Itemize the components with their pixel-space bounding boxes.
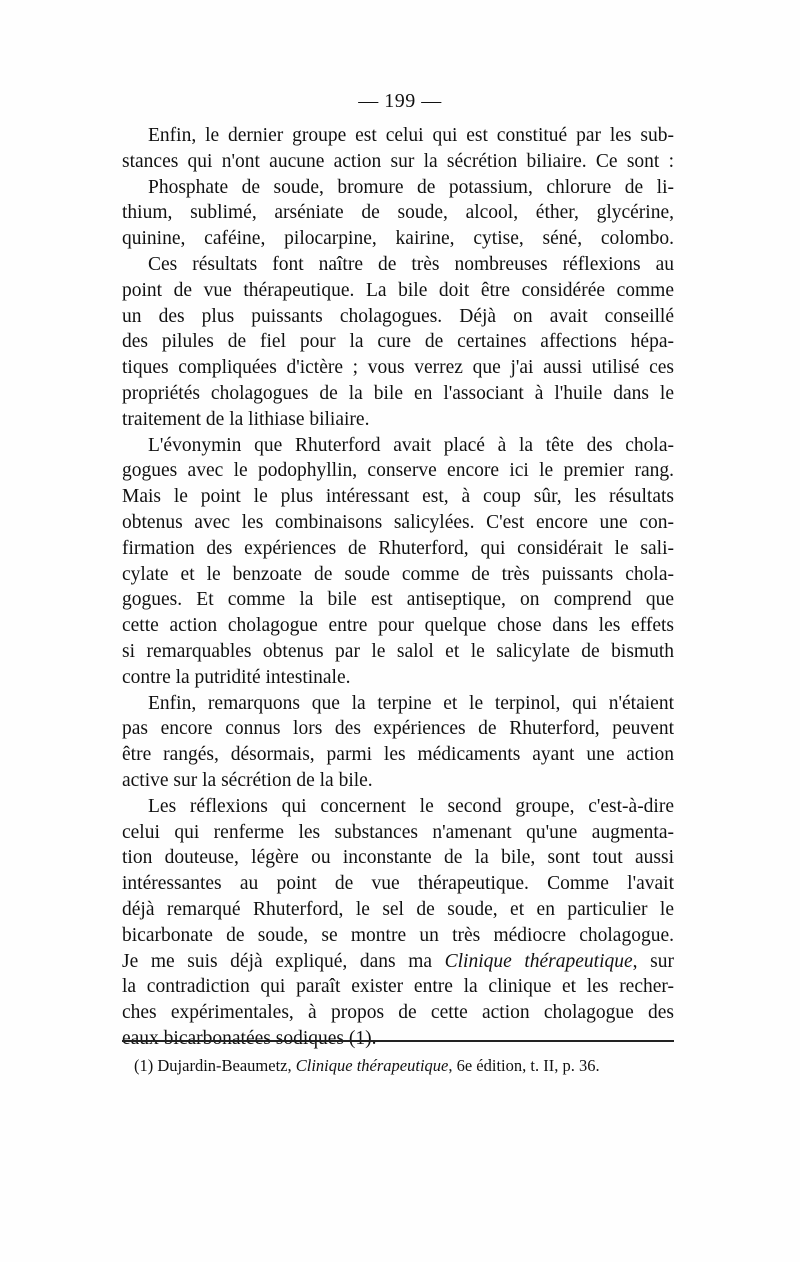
footnote-citation: , 6e édition, t. II, p. 36. <box>448 1056 600 1075</box>
footnote-marker: (1) <box>134 1056 154 1075</box>
text-line: point de vue thérapeutique. La bile doit être considérée comme <box>122 279 674 301</box>
footnote <box>134 1054 674 1078</box>
text-line: Enfin, le dernier groupe est celui qui est constitué par les sub- <box>148 125 674 146</box>
text-line-with-italic <box>122 949 674 975</box>
text-line: L'évonymin que Rhuterford avait placé à la tête des chola- <box>148 434 674 456</box>
italic-title: Clinique thérapeutique <box>444 950 633 972</box>
text-line: gogues avec le podophyllin, conserve encore ici le premier rang. <box>122 460 674 482</box>
text-line: gogues. Et comme la bile est antiseptique, on comprend que <box>122 589 674 611</box>
text-line: Les réflexions qui concernent le second groupe, c'est-à-dire <box>148 795 674 817</box>
text-line: un des plus puissants cholagogues. Déjà on avait conseillé <box>122 305 674 327</box>
footnote-title: Clinique thérapeutique <box>295 1056 449 1075</box>
text-line: des pilules de fiel pour la cure de certaines affections hépa- <box>122 331 674 353</box>
text-line: propriétés cholagogues de la bile en l'associant à l'huile dans le <box>122 382 674 404</box>
text-line: cylate et le benzoate de soude comme de très puissants chola- <box>122 563 674 585</box>
footnote-rule <box>122 1040 674 1042</box>
text-span: , sur <box>632 950 674 972</box>
text-line: ches expérimentales, à propos de cette action cholagogue des <box>122 1002 674 1024</box>
text-line: pas encore connus lors des expériences de Rhuterford, peuvent <box>122 718 674 740</box>
text-line: stances qui n'ont aucune action sur la sécrétion biliaire. Ce sont : <box>122 150 674 172</box>
body-text <box>122 123 674 1052</box>
text-line: firmation des expériences de Rhuterford, qui considérait le sali- <box>122 537 674 559</box>
text-line: Mais le point le plus intéressant est, à coup sûr, les résultats <box>122 486 674 508</box>
text-line: cette action cholagogue entre pour quelque chose dans les effets <box>122 615 674 637</box>
text-line: intéressantes au point de vue thérapeutique. Comme l'avait <box>122 873 674 895</box>
text-line: tion douteuse, légère ou inconstante de la bile, sont tout aussi <box>122 847 674 869</box>
text-line: quinine, caféine, pilocarpine, kairine, cytise, séné, colombo. <box>122 228 674 250</box>
text-line: Ces résultats font naître de très nombreuses réflexions au <box>148 253 674 275</box>
text-line: être rangés, désormais, parmi les médicaments ayant une action <box>122 744 674 766</box>
text-line: tiques compliquées d'ictère ; vous verrez que j'ai aussi utilisé ces <box>122 357 674 379</box>
text-line: eaux bicarbonatées sodiques (1). <box>122 1027 377 1049</box>
text-line: bicarbonate de soude, se montre un très médiocre cholagogue. <box>122 924 674 946</box>
text-span: Je me suis déjà expliqué, dans ma <box>122 950 445 972</box>
text-line: celui qui renferme les substances n'amenant qu'une augmenta- <box>122 821 674 843</box>
footnote-author: Dujardin-Beaumetz, <box>153 1056 296 1075</box>
text-line: si remarquables obtenus par le salol et le salicylate de bismuth <box>122 640 674 662</box>
text-line: déjà remarqué Rhuterford, le sel de soude, et en particulier le <box>122 898 674 920</box>
text-line: contre la putridité intestinale. <box>122 666 351 688</box>
page-number: — 199 — <box>358 90 442 112</box>
text-line: obtenus avec les combinaisons salicylées. C'est encore une con- <box>122 511 674 533</box>
text-line: Enfin, remarquons que la terpine et le terpinol, qui n'étaient <box>148 692 674 714</box>
text-line: la contradiction qui paraît exister entre la clinique et les recher- <box>122 976 674 998</box>
text-line: thium, sublimé, arséniate de soude, alcool, éther, glycérine, <box>122 202 674 224</box>
text-line: active sur la sécrétion de la bile. <box>122 769 373 791</box>
text-line: Phosphate de soude, bromure de potassium, chlorure de li- <box>148 176 674 198</box>
text-line: traitement de la lithiase biliaire. <box>122 408 370 430</box>
